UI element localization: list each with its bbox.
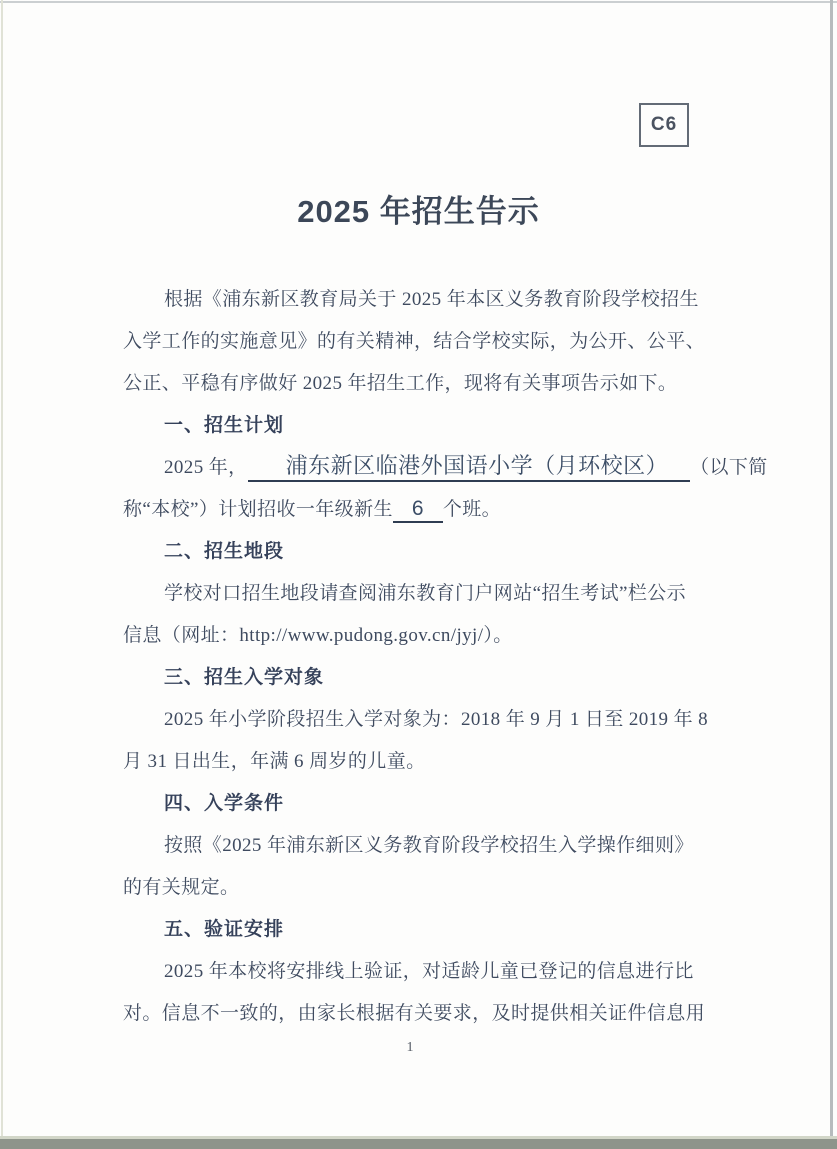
- section-heading-2: 二、招生地段: [164, 541, 285, 562]
- scan-edge-bottom: [0, 1139, 837, 1149]
- class-line-suffix: 个班。: [442, 499, 502, 520]
- scan-edge-bottom-light: [0, 1136, 837, 1139]
- class-count-line: [123, 489, 763, 531]
- section-3-line-2: 月 31 日出生，年满 6 周岁的儿童。: [123, 751, 426, 772]
- section-4-line-1: 按照《2025 年浦东新区义务教育阶段学校招生入学操作细则》: [164, 835, 694, 856]
- scan-edge-left: [1, 0, 3, 1149]
- scan-edge-top: [0, 1, 837, 3]
- section-3-line-1: 2025 年小学阶段招生入学对象为：2018 年 9 月 1 日至 2019 年 8: [164, 709, 709, 730]
- plan-line-suffix: （以下简: [690, 457, 768, 478]
- section-heading-1: 一、招生计划: [164, 415, 285, 436]
- section-5-line-2: 对。信息不一致的，由家长根据有关要求，及时提供相关证件信息用: [123, 1003, 706, 1024]
- section-heading-4: 四、入学条件: [164, 793, 285, 814]
- class-count-blank: 6: [393, 497, 443, 523]
- page-number: 1: [406, 1040, 414, 1055]
- scan-edge-right: [830, 0, 833, 1149]
- document-code: C6: [650, 114, 678, 135]
- section-2-line-2: 信息（网址：http://www.pudong.gov.cn/jyj/）。: [123, 625, 513, 646]
- plan-line-prefix: 2025 年，: [164, 457, 248, 478]
- intro-line-3: 公正、平稳有序做好 2025 年招生工作，现将有关事项告示如下。: [123, 373, 678, 394]
- section-4-line-2: 的有关规定。: [123, 877, 240, 898]
- school-name-blank: 浦东新区临港外国语小学（月环校区）: [248, 453, 691, 482]
- class-line-prefix: 称“本校”）计划招收一年级新生: [123, 499, 393, 520]
- document-code-box: [639, 103, 689, 147]
- section-5-line-1: 2025 年本校将安排线上验证，对适龄儿童已登记的信息进行比: [164, 961, 694, 982]
- section-2-line-1: 学校对口招生地段请查阅浦东教育门户网站“招生考试”栏公示: [164, 583, 687, 604]
- page-title: 2025 年招生告示: [297, 194, 540, 229]
- section-heading-5: 五、验证安排: [164, 919, 285, 940]
- document-body: [123, 279, 768, 1035]
- enrollment-plan-line: [123, 447, 768, 489]
- intro-line-1: 根据《浦东新区教育局关于 2025 年本区义务教育阶段学校招生: [164, 289, 699, 310]
- section-heading-3: 三、招生入学对象: [164, 667, 325, 688]
- intro-line-2: 入学工作的实施意见》的有关精神，结合学校实际，为公开、公平、: [123, 331, 706, 352]
